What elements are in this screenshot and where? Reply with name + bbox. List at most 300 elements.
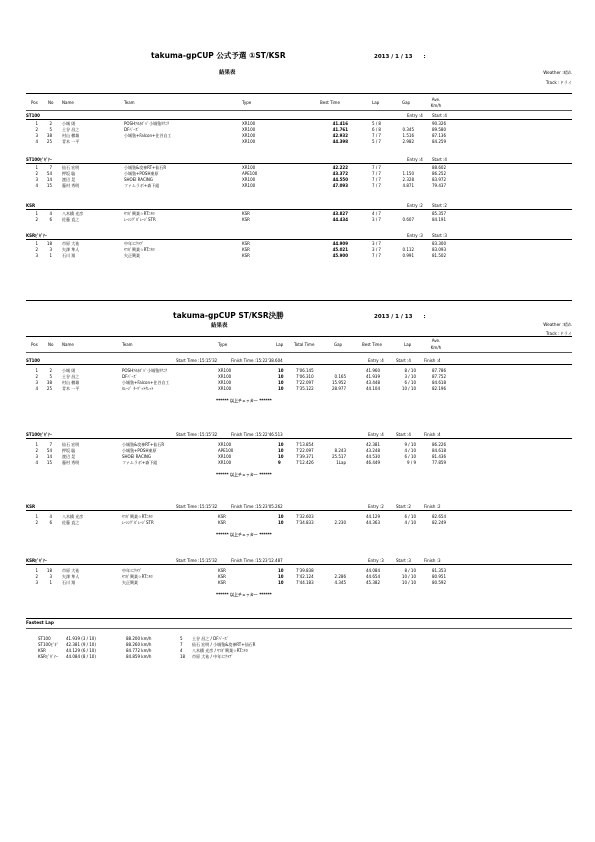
- row-no: 5: [49, 374, 52, 379]
- final-subtitle: 結果表: [211, 323, 228, 329]
- row-type: KSR: [242, 241, 250, 246]
- row-name: 小城 則: [62, 121, 76, 126]
- row-ave: 81.353: [432, 568, 446, 573]
- qualifying-title: takuma-gpCUP 公式予選 ①ST/KSR: [151, 51, 286, 60]
- row-no: 4: [49, 514, 52, 519]
- row-team: ﾔﾏｷﾞ興業☆RTﾆﾁﾛ: [122, 574, 153, 579]
- row-total: 7'39.371: [296, 454, 314, 459]
- row-no: 1: [49, 253, 52, 258]
- row-lap: 10: [278, 386, 284, 391]
- row-lap: 7 / 7: [372, 165, 381, 170]
- row-no: 38: [46, 380, 52, 385]
- row-total: 7'06.145: [296, 368, 314, 373]
- row-name: 渡辺 晃: [62, 454, 76, 459]
- row-team: 小城塾&攻神RT+仙石R: [122, 442, 165, 447]
- row-lap: 7 / 7: [372, 253, 381, 258]
- row-pos: 4: [35, 139, 38, 144]
- col-team: Team: [122, 342, 133, 347]
- group-start-time: Start Time :15:15'32: [176, 432, 218, 437]
- row-lap2: 9 / 9: [407, 460, 416, 465]
- row-team: POSHｱｶｵｶﾞﾊﾞ小城塾ﾀｸﾆｸ: [122, 368, 168, 373]
- row-gap: 4.871: [402, 183, 414, 188]
- group-start-time: Start Time :15:15'32: [176, 358, 218, 363]
- row-lap2: 8 / 10: [404, 368, 416, 373]
- row-team: DFﾊﾞｰｽﾞ: [122, 374, 138, 379]
- row-gap: 15.952: [332, 380, 346, 385]
- row-ave: 87.752: [432, 374, 446, 379]
- col-lap2: Lap: [404, 342, 412, 347]
- row-gap: 0.165: [334, 374, 346, 379]
- row-best: 44.550: [332, 177, 348, 182]
- row-ave: 79.437: [432, 183, 446, 188]
- row-lap: 10: [278, 520, 284, 525]
- group-finish-time: Finish Time :15:23'05.262: [231, 504, 283, 509]
- row-pos: 3: [35, 177, 38, 182]
- col-no: No: [48, 342, 54, 347]
- group-rule: [26, 438, 572, 439]
- row-team: SHOEI RACING: [122, 454, 152, 459]
- row-pos: 2: [35, 217, 38, 222]
- fastest-class: ST100: [38, 636, 51, 641]
- fastest-rider: 市原 大祐 / 中年ﾐﾆｸﾗﾌﾞ: [192, 654, 234, 659]
- fastest-no: 7: [180, 642, 183, 647]
- row-gap: 0.345: [402, 127, 414, 132]
- group-finish: Finish :2: [424, 504, 441, 509]
- row-pos: 1: [35, 241, 38, 246]
- group-label: ST100: [26, 358, 40, 363]
- group-start: Start :4: [432, 157, 447, 162]
- row-lap: 3 / 7: [372, 217, 381, 222]
- qualifying-date: 2013 / 1 / 13 :: [374, 54, 426, 60]
- row-lap: 4 / 7: [372, 211, 381, 216]
- row-ave: 88.602: [432, 165, 446, 170]
- final-section: [26, 300, 572, 620]
- row-no: 18: [46, 568, 52, 573]
- row-team: ﾔﾏｷﾞ興業☆RTﾆﾁﾛ: [124, 211, 155, 216]
- row-gap: 4.345: [334, 580, 346, 585]
- row-lap: 9: [278, 460, 281, 465]
- row-no: 25: [46, 139, 52, 144]
- fastest-time: 42.381 (9 / 10): [66, 642, 96, 647]
- row-no: 3: [49, 247, 52, 252]
- row-name: 仙石 宏明: [62, 165, 80, 170]
- col-gap: Gap: [402, 100, 411, 105]
- row-ave: 81.502: [432, 253, 446, 258]
- row-type: APE100: [218, 448, 234, 453]
- row-best: 44.398: [332, 139, 348, 144]
- row-name: 藤村 秀明: [62, 183, 80, 188]
- row-team: ﾔﾏｷﾞ興業☆RTﾆﾁﾛ: [124, 247, 155, 252]
- row-ave: 82.654: [432, 514, 446, 519]
- row-best: 44.084: [366, 568, 380, 573]
- row-name: 石川 翔: [62, 253, 76, 258]
- row-pos: 3: [35, 133, 38, 138]
- qualifying-subtitle: 結果表: [219, 70, 236, 76]
- final-top-rule: [26, 300, 572, 301]
- col-lap: Lap: [276, 342, 284, 347]
- row-name: 石川 翔: [62, 580, 76, 585]
- row-name: 矢澤 隼人: [62, 247, 80, 252]
- group-rule: [26, 564, 572, 565]
- row-gap: 2.286: [334, 574, 346, 579]
- row-lap2: 9 / 10: [404, 442, 416, 447]
- row-ave: 86.226: [432, 442, 446, 447]
- fastest-no: 5: [180, 636, 183, 641]
- group-start: Start :3: [432, 233, 447, 238]
- row-pos: 1: [35, 121, 38, 126]
- row-pos: 3: [35, 380, 38, 385]
- row-team: 矢正興業: [122, 580, 138, 585]
- row-gap: 25.517: [332, 454, 346, 459]
- row-type: XR100: [242, 121, 256, 126]
- row-name: 土谷 昌之: [62, 127, 80, 132]
- row-team: 小城塾+Falcon+住谷自工: [122, 380, 170, 385]
- final-header-top-rule: [26, 336, 572, 337]
- fastest-rider: 土谷 昌之 / DFﾊﾞｰｽﾞ: [192, 636, 229, 641]
- col-type: Type: [242, 100, 252, 105]
- row-type: XR100: [218, 442, 232, 447]
- row-pos: 1: [35, 514, 38, 519]
- row-lap: 10: [278, 368, 284, 373]
- fastest-no: 18: [180, 654, 186, 659]
- group-rule: [26, 510, 572, 511]
- row-lap: 10: [278, 514, 284, 519]
- row-name: 渡辺 晃: [62, 177, 76, 182]
- qualifying-header-top-rule: [26, 93, 572, 94]
- row-gap: 8.243: [334, 448, 346, 453]
- row-pos: 2: [35, 247, 38, 252]
- row-lap: 3 / 7: [372, 241, 381, 246]
- row-best: 45.021: [332, 247, 348, 252]
- row-ave: 87.136: [432, 133, 446, 138]
- row-lap: 5 / 8: [372, 121, 381, 126]
- row-no: 7: [49, 442, 52, 447]
- group-label: ST100: [26, 113, 40, 118]
- row-name: 村山 徹雄: [62, 380, 80, 385]
- row-ave: 86.252: [432, 171, 446, 176]
- row-name: 小城 則: [62, 368, 76, 373]
- row-team: DFﾊﾞｰｽﾞ: [124, 127, 140, 132]
- fastest-speed: 84.772 km/h: [126, 648, 152, 653]
- row-pos: 1: [35, 211, 38, 216]
- row-best: 44.654: [366, 574, 380, 579]
- row-total: 7'13.854: [296, 442, 314, 447]
- row-best: 42.381: [366, 442, 380, 447]
- row-team: 小城塾+POSH東原: [124, 171, 159, 176]
- checker-label: ****** 以上チェッカー ******: [216, 592, 272, 597]
- row-ave: 80.951: [432, 574, 446, 579]
- group-entry: Entry :4: [368, 358, 384, 363]
- row-pos: 1: [35, 368, 38, 373]
- row-lap: 10: [278, 454, 284, 459]
- fastest-class: KSR: [38, 648, 46, 653]
- fastest-speed: 88.260 km/h: [126, 642, 152, 647]
- col-pos: Pos: [31, 100, 38, 105]
- row-best: 43.372: [332, 171, 348, 176]
- row-team: ｶﾚｰｼﾞ ﾀｰｹﾞｯﾄｸﾚｯﾄ: [122, 386, 154, 391]
- row-no: 15: [46, 183, 52, 188]
- group-finish-time: Finish Time :15:23'12.487: [231, 558, 283, 563]
- row-lap: 10: [278, 574, 284, 579]
- group-label: ST100ﾋﾞｷﾞﾅｰ: [26, 432, 52, 437]
- row-gap: 2.328: [402, 177, 414, 182]
- group-entry: Entry :4: [407, 113, 423, 118]
- row-ave: 83.300: [432, 241, 446, 246]
- row-no: 38: [46, 133, 52, 138]
- row-ave: 89.580: [432, 127, 446, 132]
- row-best: 46.449: [366, 460, 380, 465]
- group-rule: [26, 239, 572, 240]
- final-date: 2013 / 1 / 13 :: [374, 314, 426, 320]
- row-total: 7'35.122: [296, 386, 314, 391]
- row-type: XR100: [242, 139, 256, 144]
- col-kmh: Km/h: [430, 345, 442, 350]
- row-pos: 2: [35, 520, 38, 525]
- fastest-lap-title: Fastest Lap: [26, 621, 54, 626]
- row-ave: 83.972: [432, 177, 446, 182]
- row-best: 44.363: [366, 520, 380, 525]
- row-ave: 84.259: [432, 139, 446, 144]
- row-lap: 7 / 7: [372, 171, 381, 176]
- row-pos: 1: [35, 568, 38, 573]
- row-type: XR100: [242, 177, 256, 182]
- row-name: 藤村 秀明: [62, 460, 80, 465]
- row-lap2: 6 / 10: [404, 454, 416, 459]
- qualifying-weather: Weather :晴れ: [543, 70, 572, 75]
- group-entry: Entry :3: [407, 233, 423, 238]
- fastest-title-rule: [26, 628, 572, 629]
- row-lap2: 4 / 10: [404, 448, 416, 453]
- row-pos: 2: [35, 127, 38, 132]
- row-no: 14: [46, 454, 52, 459]
- row-best: 41.960: [366, 368, 380, 373]
- row-type: XR100: [218, 368, 232, 373]
- group-label: KSR: [26, 203, 36, 208]
- group-label: KSRﾋﾞｷﾞﾅｰ: [26, 233, 48, 238]
- row-name: 押坂 聡: [62, 448, 76, 453]
- row-gap: 1.150: [402, 171, 414, 176]
- row-type: KSR: [218, 568, 226, 573]
- final-title: takuma-gpCUP ST/KSR決勝: [173, 311, 284, 320]
- row-ave: 84.618: [432, 448, 446, 453]
- row-total: 7'39.838: [296, 568, 314, 573]
- row-no: 25: [46, 386, 52, 391]
- row-best: 41.939: [366, 374, 380, 379]
- row-type: XR100: [242, 165, 256, 170]
- row-ave: 83.093: [432, 247, 446, 252]
- col-best: Best Time: [320, 100, 340, 105]
- row-total: 7'12.426: [296, 460, 314, 465]
- row-lap: 7 / 7: [372, 183, 381, 188]
- row-lap2: 3 / 10: [404, 374, 416, 379]
- col-ave: Ave.: [431, 338, 441, 343]
- row-total: 7'42.124: [296, 574, 314, 579]
- row-team: ﾔﾏｷﾞ興業☆RTﾆﾁﾛ: [122, 514, 153, 519]
- col-lap: Lap: [372, 100, 380, 105]
- row-lap: 10: [278, 442, 284, 447]
- group-start-time: Start Time :15:15'32: [176, 558, 218, 563]
- group-label: KSR: [26, 504, 36, 509]
- final-track: Track :ドライ: [545, 331, 572, 336]
- col-kmh: Km/h: [430, 103, 442, 108]
- group-label: ST100ﾋﾞｷﾞﾅｰ: [26, 157, 52, 162]
- row-ave: 82.249: [432, 520, 446, 525]
- row-best: 44.434: [332, 217, 348, 222]
- fastest-speed: 84.859 km/h: [126, 654, 152, 659]
- row-name: 佐藤 直之: [62, 520, 80, 525]
- fastest-time: 44.129 (6 / 10): [66, 648, 96, 653]
- row-team: 中年ﾐﾆｸﾗﾌﾞ: [124, 241, 144, 246]
- group-entry: Entry :2: [368, 504, 384, 509]
- row-team: ﾚｰｼﾝｸﾞｶﾞﾚｰｼﾞSTR: [124, 217, 156, 222]
- row-type: XR100: [218, 386, 232, 391]
- group-start: Start :2: [432, 203, 447, 208]
- row-lap2: 10 / 10: [401, 386, 416, 391]
- row-gap: 2.230: [334, 520, 346, 525]
- col-name: Name: [62, 342, 74, 347]
- fastest-no: 4: [180, 648, 183, 653]
- row-team: SHOEI RACING: [124, 177, 154, 182]
- row-type: APE100: [242, 171, 258, 176]
- row-gap: 0.112: [402, 247, 414, 252]
- row-type: KSR: [242, 253, 250, 258]
- row-team: ﾚｰｼﾝｸﾞｶﾞﾚｰｼﾞSTR: [122, 520, 154, 525]
- row-best: 43.827: [332, 211, 348, 216]
- row-lap: 7 / 7: [372, 133, 381, 138]
- row-no: 18: [46, 241, 52, 246]
- group-entry: Entry :4: [407, 157, 423, 162]
- row-lap: 6 / 8: [372, 127, 381, 132]
- row-best: 45.382: [366, 580, 380, 585]
- group-finish: Finish :3: [424, 558, 441, 563]
- row-team: 中年ﾐﾆｸﾗﾌﾞ: [122, 568, 142, 573]
- row-lap2: 10 / 10: [401, 574, 416, 579]
- row-gap: 28.977: [332, 386, 346, 391]
- col-best: Best Time: [362, 342, 382, 347]
- group-start-time: Start Time :15:15'32: [176, 504, 218, 509]
- row-lap2: 4 / 10: [404, 520, 416, 525]
- row-pos: 3: [35, 580, 38, 585]
- row-name: 市原 大祐: [62, 568, 80, 573]
- row-team: ファムラボ+森下組: [124, 183, 160, 188]
- row-name: 土谷 昌之: [62, 374, 80, 379]
- row-best: 42.932: [332, 133, 348, 138]
- row-type: XR100: [242, 133, 256, 138]
- col-type: Type: [218, 342, 228, 347]
- fastest-time: 44.084 (8 / 10): [66, 654, 96, 659]
- row-best: 44.104: [366, 386, 380, 391]
- row-no: 1: [49, 580, 52, 585]
- row-total: 7'32.603: [296, 514, 314, 519]
- row-lap: 10: [278, 448, 284, 453]
- fastest-speed: 88.200 km/h: [126, 636, 152, 641]
- row-lap: 10: [278, 380, 284, 385]
- row-lap2: 10 / 10: [401, 580, 416, 585]
- row-lap2: 6 / 10: [404, 514, 416, 519]
- col-name: Name: [62, 100, 74, 105]
- row-team: ファムラボ+森下組: [122, 460, 158, 465]
- row-pos: 1: [35, 442, 38, 447]
- group-rule: [26, 209, 572, 210]
- row-pos: 2: [35, 574, 38, 579]
- row-best: 41.761: [332, 127, 348, 132]
- group-finish: Finish :4: [424, 358, 441, 363]
- group-rule: [26, 119, 572, 120]
- group-finish: Finish :4: [424, 432, 441, 437]
- group-rule: [26, 364, 572, 365]
- row-total: 7'06.310: [296, 374, 314, 379]
- row-ave: 77.859: [432, 460, 446, 465]
- group-start: Start :2: [396, 504, 411, 509]
- row-name: 青木 一平: [62, 139, 80, 144]
- group-start: Start :4: [396, 432, 411, 437]
- qualifying-header-bottom-rule: [26, 110, 572, 111]
- fastest-class: KSRﾋﾞｷﾞﾅｰ: [38, 654, 58, 659]
- row-total: 7'22.097: [296, 380, 314, 385]
- row-no: 7: [49, 165, 52, 170]
- fastest-rider: 仙石 宏明 / 小城塾&攻神RT+仙石R: [192, 642, 256, 647]
- row-pos: 3: [35, 253, 38, 258]
- row-best: 47.093: [332, 183, 348, 188]
- col-ave: Ave.: [431, 97, 441, 102]
- row-type: XR100: [218, 454, 232, 459]
- checker-label: ****** 以上チェッカー ******: [216, 472, 272, 477]
- row-no: 14: [46, 177, 52, 182]
- row-ave: 90.326: [432, 121, 446, 126]
- group-finish-time: Finish Time :15:22'38.604: [231, 358, 283, 363]
- row-type: XR100: [242, 183, 256, 188]
- row-total: 7'34.833: [296, 520, 314, 525]
- group-finish-time: Finish Time :15:22'46.513: [231, 432, 283, 437]
- row-no: 54: [46, 448, 52, 453]
- row-lap: 5 / 7: [372, 139, 381, 144]
- row-name: 青木 一平: [62, 386, 80, 391]
- col-team: Team: [124, 100, 135, 105]
- row-name: 仙石 宏明: [62, 442, 80, 447]
- row-best: 41.416: [332, 121, 348, 126]
- fastest-time: 41.939 (3 / 10): [66, 636, 96, 641]
- row-no: 4: [49, 211, 52, 216]
- row-pos: 2: [35, 171, 38, 176]
- qualifying-track: Track :ドライ: [545, 80, 572, 85]
- row-name: 矢澤 隼人: [62, 574, 80, 579]
- group-entry: Entry :4: [368, 432, 384, 437]
- group-start: Start :4: [396, 358, 411, 363]
- row-pos: 4: [35, 183, 38, 188]
- row-no: 6: [49, 520, 52, 525]
- row-lap2: 8 / 10: [404, 568, 416, 573]
- fastest-top-rule: [26, 618, 572, 619]
- row-ave: 80.592: [432, 580, 446, 585]
- row-type: XR100: [218, 460, 232, 465]
- fastest-class: ST100ﾋﾞｷﾞ: [38, 642, 59, 647]
- row-best: 42.222: [332, 165, 348, 170]
- row-team: 小城塾+POSH東原: [122, 448, 157, 453]
- row-no: 2: [49, 368, 52, 373]
- row-gap: 1Lap: [336, 460, 346, 465]
- row-pos: 4: [35, 460, 38, 465]
- row-ave: 81.436: [432, 454, 446, 459]
- row-name: 八木橋 光彦: [62, 211, 84, 216]
- row-best: 44.129: [366, 514, 380, 519]
- col-gap: Gap: [334, 342, 343, 347]
- row-name: 市原 大祐: [62, 241, 80, 246]
- row-lap2: 6 / 10: [404, 380, 416, 385]
- row-no: 5: [49, 127, 52, 132]
- row-team: POSHｱｶｵｶﾞﾊﾞ小城塾ﾀｸﾆｸ: [124, 121, 170, 126]
- row-team: 小城塾&攻神RT+仙石R: [124, 165, 167, 170]
- row-best: 43.448: [366, 380, 380, 385]
